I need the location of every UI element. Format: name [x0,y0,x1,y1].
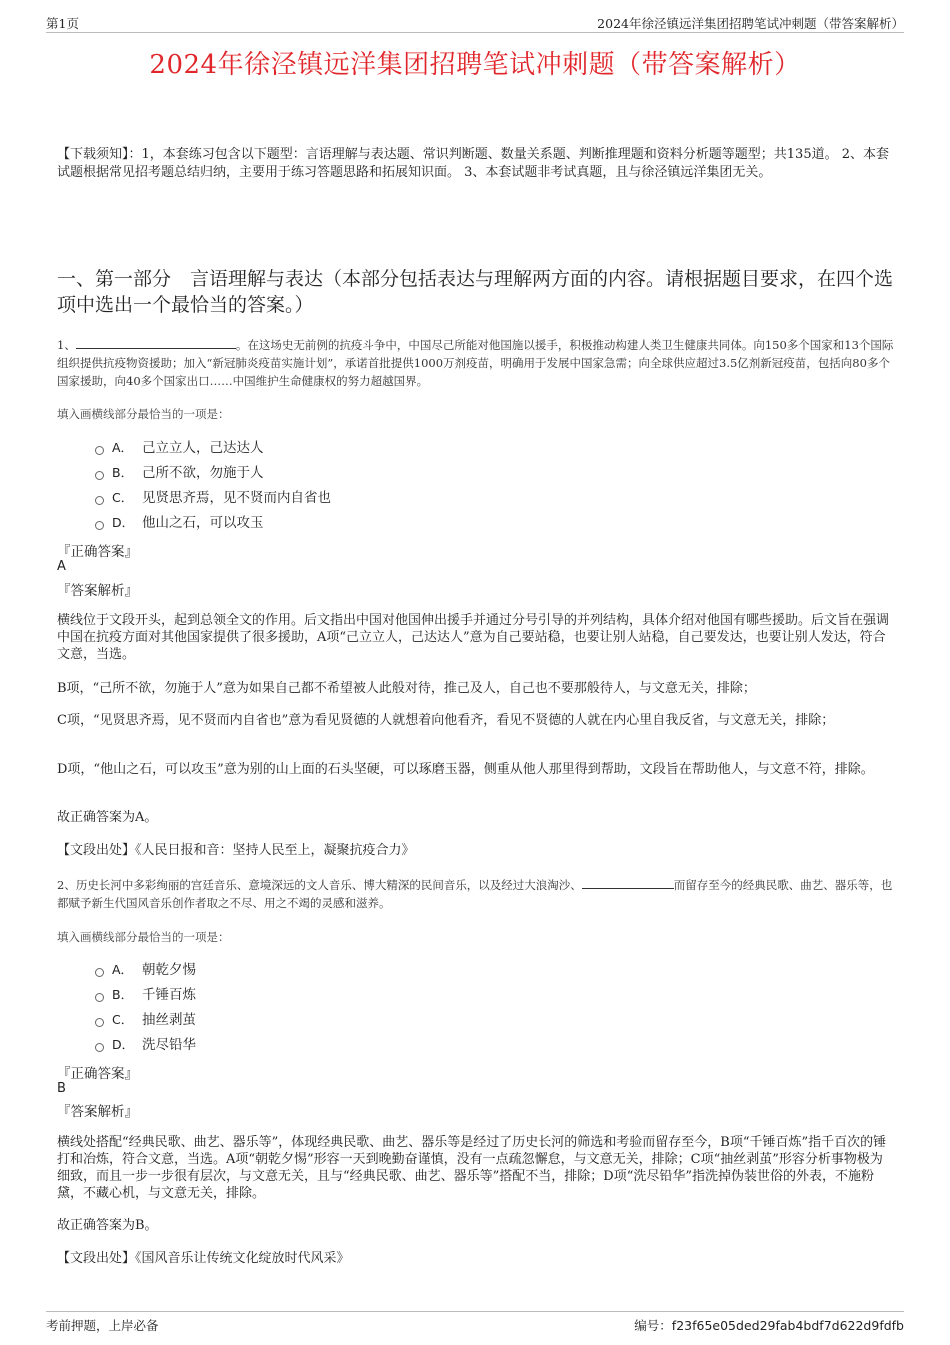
header-doc-title: 2024年徐泾镇远洋集团招聘笔试冲刺题（带答案解析） [597,16,904,31]
radio-icon[interactable] [95,968,104,977]
question-text: 2、历史长河中多彩绚丽的宫廷音乐、意境深远的文人音乐、博大精深的民间音乐，以及经过大浪淘沙、 [57,878,582,892]
question-1-stem [57,336,900,390]
fill-blank [76,336,236,349]
q1-option-a[interactable]: A． 己立立人，己达达人 [95,438,264,458]
q1-option-c[interactable]: C． 见贤思齐焉，见不贤而内自省也 [95,488,331,508]
answer-value: B [57,1081,66,1096]
footer-id: 编号：f23f65e05ded29fab4bdf7d622d9fdfb [634,1318,904,1333]
q2-option-d[interactable]: D． 洗尽铅华 [95,1035,196,1055]
analysis-label: 『答案解析』 [57,1104,138,1120]
question-2-prompt: 填入画横线部分最恰当的一项是： [57,930,230,944]
q1-option-b[interactable]: B． 己所不欲，勿施于人 [95,463,264,483]
q1-option-d[interactable]: D． 他山之石，可以攻玉 [95,513,264,533]
fill-blank [582,876,674,889]
answer-label: 『正确答案』 [57,1066,138,1082]
radio-icon[interactable] [95,1018,104,1027]
q2-option-c[interactable]: C． 抽丝剥茧 [95,1010,196,1030]
radio-icon[interactable] [95,993,104,1002]
analysis-paragraph: 横线处搭配“经典民歌、曲艺、器乐等”，体现经典民歌、曲艺、器乐等是经过了历史长河的筛选和考验而留存至今，B项“千锤百炼”指千百次的锤打和冶炼，符合文意，当选。A项“朝乾夕惕”形容一天到晚勤奋谨慎，没有一点疏忽懈怠，与文意无关，排除；C项“抽丝剥茧”形容分析事物极为细致，而且一步一步很有层次，与文意无关，且与“经典民歌、曲艺、器乐等”搭配不当，排除；D项“洗尽铅华”指洗掉伪装世俗的外表，不施粉黛，不藏心机，与文意无关，排除。 [57,1135,887,1201]
conclusion: 故正确答案为A。 [57,810,158,825]
analysis-paragraph: 横线位于文段开头，起到总领全文的作用。后文指出中国对他国伸出援手并通过分号引导的并列结构，具体介绍对他国有哪些援助。后文旨在强调中国在抗疫方面对其他国家提供了很多援助，A项“己立立人，己达达人”意为自己要站稳，也要让别人站稳，自己要发达，也要让别人发达，符合文意，当选。 [57,613,890,662]
q2-option-a[interactable]: A． 朝乾夕惕 [95,960,196,980]
radio-icon[interactable] [95,1043,104,1052]
page-number: 第1页 [46,16,79,31]
source: 【文段出处】《人民日报和音：坚持人民至上，凝聚抗疫合力》 [57,843,415,858]
question-number: 1、 [57,338,76,352]
download-notice: 【下载须知】：1，本套练习包含以下题型：言语理解与表达题、常识判断题、数量关系题、判断推理题和资料分析题等题型；共135道。 2、本套试题根据常见招考题总结归纳，主要用于练习答题思路和拓展知识面。 3、本套试题非考试真题，且与徐泾镇远洋集团无关。 [57,147,889,180]
footer-slogan: 考前押题，上岸必备 [46,1318,159,1333]
analysis-label: 『答案解析』 [57,583,138,599]
question-text: 。在这场史无前例的抗疫斗争中，中国尽己所能对他国施以援手，积极推动构建人类卫生健康共同体。向150多个国家和13个国际组织提供抗疫物资援助；加入“新冠肺炎疫苗实施计划”，承诺首批提供1000万剂疫苗，明确用于发展中国家急需；向全球供应超过3.5亿剂新冠疫苗，包括向80多个国家援助，向40多个国家出口……中国维护生命健康权的努力超越国界。 [57,338,894,388]
answer-label: 『正确答案』 [57,544,138,560]
question-2-stem [57,876,900,912]
page-header [46,10,904,33]
radio-icon[interactable] [95,521,104,530]
section-heading: 一、第一部分 言语理解与表达（本部分包括表达与理解两方面的内容。请根据题目要求，在四个选项中选出一个最恰当的答案。） [57,268,894,316]
page-footer [46,1311,904,1333]
question-1-prompt: 填入画横线部分最恰当的一项是： [57,407,230,421]
q2-option-b[interactable]: B． 千锤百炼 [95,985,196,1005]
answer-value: A [57,559,66,574]
radio-icon[interactable] [95,446,104,455]
conclusion: 故正确答案为B。 [57,1218,158,1233]
radio-icon[interactable] [95,471,104,480]
question-text: 而留存至今的经典民歌、曲艺、器乐等，也都赋予新生代国风音乐创作者取之不尽、用之不竭的灵感和滋养。 [57,878,893,910]
source: 【文段出处】《国风音乐让传统文化绽放时代风采》 [57,1251,350,1266]
analysis-paragraph: C项，“见贤思齐焉，见不贤而内自省也”意为看见贤德的人就想着向他看齐，看见不贤德的人就在内心里自我反省，与文意无关，排除； [57,713,835,728]
analysis-paragraph: B项，“己所不欲，勿施于人”意为如果自己都不希望被人此般对待，推己及人，自己也不要那般待人，与文意无关，排除； [57,681,756,696]
document-title: 2024年徐泾镇远洋集团招聘笔试冲刺题（带答案解析） [149,50,801,80]
radio-icon[interactable] [95,496,104,505]
analysis-paragraph: D项，“他山之石，可以攻玉”意为别的山上面的石头坚硬，可以琢磨玉器，侧重从他人那里得到帮助，文段旨在帮助他人，与文意不符，排除。 [57,762,874,777]
